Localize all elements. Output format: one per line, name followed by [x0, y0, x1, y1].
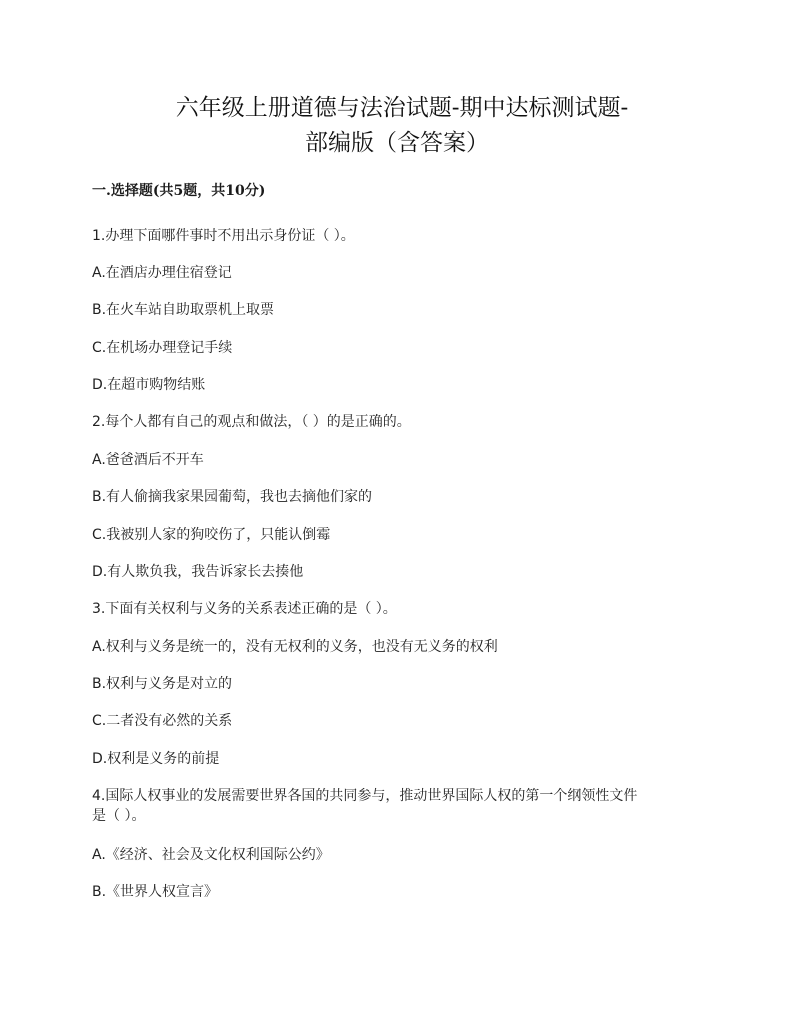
document-title-line-2: 部编版（含答案）	[305, 130, 489, 156]
question-2-option-c: C.我被别人家的狗咬伤了，只能认倒霉	[92, 527, 331, 543]
question-3-stem: 3.下面有关权利与义务的关系表述正确的是（ ）。	[92, 601, 397, 617]
question-1-stem: 1.办理下面哪件事时不用出示身份证（ ）。	[92, 228, 355, 244]
question-3-option-a: A.权利与义务是统一的，没有无权利的义务，也没有无义务的权利	[92, 639, 498, 655]
question-3-option-c: C.二者没有必然的关系	[92, 713, 233, 729]
question-2-option-a: A.爸爸酒后不开车	[92, 452, 204, 468]
question-4-option-a: A.《经济、社会及文化权利国际公约》	[92, 847, 330, 863]
question-2-stem: 2.每个人都有自己的观点和做法，（ ）的是正确的。	[92, 414, 411, 430]
question-4-stem-line-1: 4.国际人权事业的发展需要世界各国的共同参与，推动世界国际人权的第一个纲领性文件	[92, 788, 638, 804]
question-4-stem-line-2: 是（ ）。	[92, 808, 146, 824]
question-1-option-c: C.在机场办理登记手续	[92, 340, 233, 356]
question-2-option-d: D.有人欺负我，我告诉家长去揍他	[92, 564, 304, 580]
section-heading: 一.选择题(共5题，共10分)	[92, 183, 266, 199]
question-2-option-b: B.有人偷摘我家果园葡萄，我也去摘他们家的	[92, 489, 373, 505]
document-title-line-1: 六年级上册道德与法治试题-期中达标测试题-	[175, 95, 629, 121]
question-1-option-b: B.在火车站自助取票机上取票	[92, 302, 275, 318]
question-1-option-d: D.在超市购物结账	[92, 377, 206, 393]
question-1-option-a: A.在酒店办理住宿登记	[92, 265, 232, 281]
question-4-option-b: B.《世界人权宣言》	[92, 884, 219, 900]
question-3-option-b: B.权利与义务是对立的	[92, 676, 233, 692]
question-3-option-d: D.权利是义务的前提	[92, 751, 220, 767]
